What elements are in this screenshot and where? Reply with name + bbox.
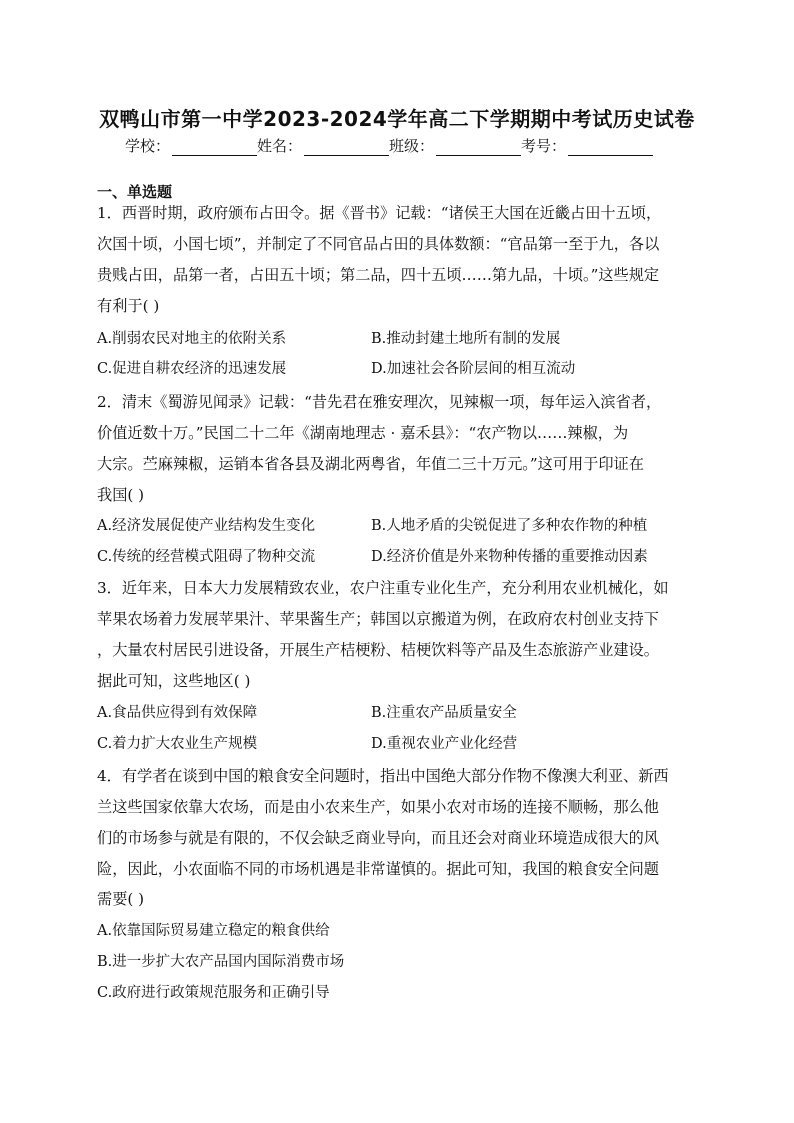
class-blank[interactable] bbox=[436, 141, 521, 156]
q3-line-3: ，大量农村居民引进设备，开展生产桔梗粉、桔梗饮料等产品及生态旅游产业建设。 bbox=[97, 641, 659, 659]
q2-option-b[interactable]: B.人地矛盾的尖锐促进了多种农作物的种植 bbox=[371, 518, 648, 534]
exam-number-field bbox=[521, 135, 653, 156]
q1-line-2: 次国十顷，小国七顷”，并制定了不同官品占田的具体数额：“官品第一至于九，各以 bbox=[97, 235, 660, 253]
q4-line-1: 4．有学者在谈到中国的粮食安全问题时，指出中国绝大部分作物不像澳大利亚、新西 bbox=[97, 767, 669, 785]
q4-line-4: 险，因此，小农面临不同的市场机遇是非常谨慎的。据此可知，我国的粮食安全问题 bbox=[97, 860, 659, 878]
q2-option-d[interactable]: D.经济价值是外来物种传播的重要推动因素 bbox=[371, 549, 648, 565]
q1-option-d[interactable]: D.加速社会各阶层间的相互流动 bbox=[371, 361, 576, 377]
q2-option-a[interactable]: A.经济发展促使产业结构发生变化 bbox=[97, 518, 316, 534]
section-heading: 一、单选题 bbox=[97, 183, 173, 201]
name-label: 姓名： bbox=[257, 137, 303, 155]
exam-number-label: 考号： bbox=[521, 137, 567, 155]
q4-line-2: 兰这些国家依靠大农场，而是由小农来生产，如果小农对市场的连接不顺畅，那么他 bbox=[97, 798, 659, 816]
q2-line-3: 大宗。苎麻辣椒，运销本省各县及湖北两粤省，年值二三十万元。”这可用于印证在 bbox=[97, 455, 644, 473]
q3-line-2: 苹果农场着力发展苹果汁、苹果酱生产；韩国以京搬道为例，在政府农村创业支持下 bbox=[97, 610, 659, 628]
class-label: 班级： bbox=[389, 137, 435, 155]
q2-line-1: 2．清末《蜀游见闻录》记载：“昔先君在雅安理次，见辣椒一项，每年运入滨省者， bbox=[97, 393, 662, 411]
q1-option-c[interactable]: C.促进自耕农经济的迅速发展 bbox=[97, 361, 287, 377]
exam-number-blank[interactable] bbox=[568, 141, 653, 156]
q3-option-b[interactable]: B.注重农产品质量安全 bbox=[371, 705, 517, 721]
q4-option-c[interactable]: C.政府进行政策规范服务和正确引导 bbox=[97, 985, 330, 1001]
q3-option-d[interactable]: D.重视农业产业化经营 bbox=[371, 736, 518, 752]
q4-line-3: 们的市场参与就是有限的，不仅会缺乏商业导向，而且还会对商业环境造成很大的风 bbox=[97, 829, 659, 847]
q1-line-4: 有利于( ) bbox=[97, 297, 160, 315]
q2-line-2: 价值近数十万。”民国二十二年《湖南地理志 · 嘉禾县》：“农产物以……辣椒，为 bbox=[97, 424, 629, 442]
q3-line-1: 3．近年来，日本大力发展精致农业，农户注重专业化生产，充分利用农业机械化，如 bbox=[97, 579, 669, 597]
name-blank[interactable] bbox=[304, 141, 389, 156]
q2-line-4: 我国( ) bbox=[97, 486, 145, 504]
class-field bbox=[389, 135, 521, 156]
q1-line-3: 贵贱占田，品第一者，占田五十顷；第二品，四十五顷……第九品，十顷。”这些规定 bbox=[97, 266, 660, 284]
student-info-row bbox=[125, 135, 653, 156]
q3-line-4: 据此可知，这些地区( ) bbox=[97, 672, 251, 690]
q1-option-a[interactable]: A.削弱农民对地主的依附关系 bbox=[97, 331, 287, 347]
q4-line-5: 需要( ) bbox=[97, 890, 145, 908]
q4-option-a[interactable]: A.依靠国际贸易建立稳定的粮食供给 bbox=[97, 923, 330, 939]
q1-option-b[interactable]: B.推动封建土地所有制的发展 bbox=[371, 331, 561, 347]
school-blank[interactable] bbox=[172, 141, 257, 156]
exam-title: 双鸭山市第一中学2023-2024学年高二下学期期中考试历史试卷 bbox=[99, 107, 695, 131]
q3-option-a[interactable]: A.食品供应得到有效保障 bbox=[97, 705, 258, 721]
school-field bbox=[125, 135, 257, 156]
name-field bbox=[257, 135, 389, 156]
q3-option-c[interactable]: C.着力扩大农业生产规模 bbox=[97, 736, 258, 752]
q4-option-b[interactable]: B.进一步扩大农产品国内国际消费市场 bbox=[97, 954, 345, 970]
q1-line-1: 1．西晋时期，政府颁布占田令。据《晋书》记载：“诸侯王大国在近畿占田十五顷， bbox=[97, 204, 662, 222]
q2-option-c[interactable]: C.传统的经营模式阻碍了物种交流 bbox=[97, 549, 316, 565]
school-label: 学校： bbox=[125, 137, 171, 155]
